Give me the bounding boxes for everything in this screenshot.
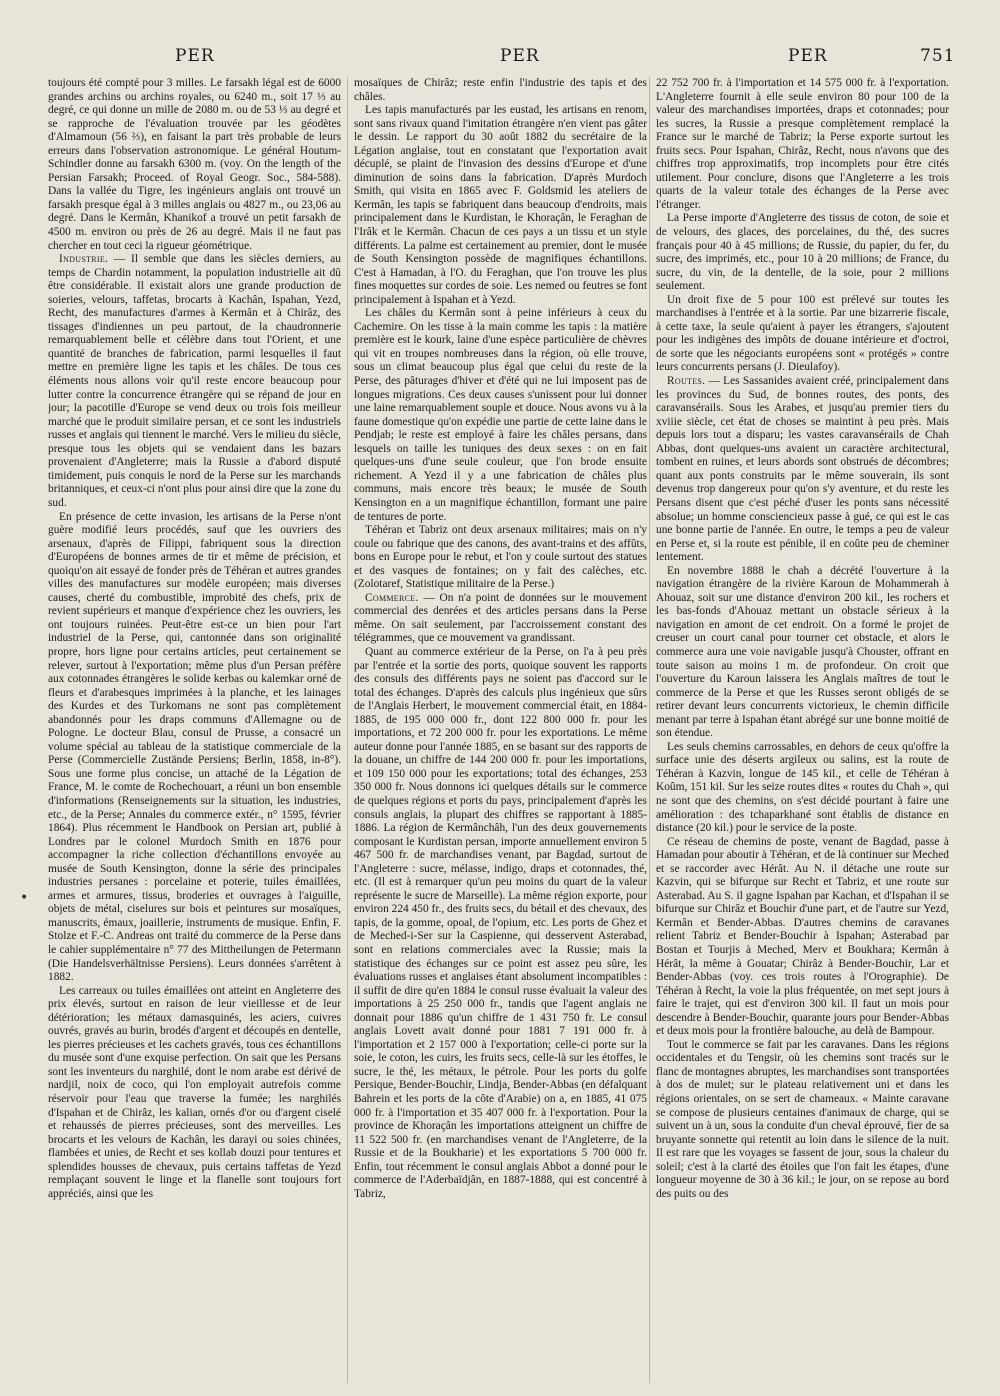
page-number: 751 [920,46,956,66]
paragraph-text: Quant au commerce extérieur de la Perse, on l'a à peu près par l'entrée et la sortie des ports, quoique souvent les rapports des consuls des différents pays ne soient pas d'accord sur le total des échanges. D'après des calculs plus ingénieux que sûrs de l'Anglais Herbert, le mouvement commercial était, en 1884-1885, de 195 000 000 fr., dont 122 800 000 fr. pour les importations, et 72 200 000 fr. pour les exportations. Le même auteur donne pour l'année 1885, en se basant sur des rapports de la douane, un chiffre de 144 200 000 fr. pour les importations, et 109 150 000 pour les exportations; total des échanges, 253 350 000 fr. Nous donnons ici quelques détails sur le commerce de quelques régions et ports du pays, principalement d'après les consuls anglais, la plupart des chiffres se rapportant à 1885-1886. La région de Kermânchâh, l'un des deux gouvernements composant le Kurdistan persan, importe annuellement environ 5 467 500 fr. de marchandises venant, par Bagdad, surtout de l'Angleterre : sucre, mélasse, indigo, draps et cotonnades, thé, etc. (Il est à remarquer qu'un peu moins du quart de la valeur représente le sucre de Marseille). La même région exporte, pour environ 224 450 fr., des fruits secs, du bétail et des chevaux, des tapis, de la gomme, opoal, de l'opium, etc. Les ports de Ghez et de Meched-i-Ser sur la Caspienne, qui desservent Asterabad, sont en relations commerciales avec la Russie; mais la statistique des échanges sur ce point est assez peu sûre, les évaluations russes et anglaises étant absolument incompatibles : il suffit de dire qu'en 1884 le consul russe évaluait la valeur des importations à 25 250 000 fr., tandis que l'agent anglais ne donnait pour 1886 qu'un chiffre de 1 431 750 fr. Le consul anglais Lovett avait donné pour 1881 7 191 000 fr. à l'importation et 2 157 000 à l'exportation; celle-ci porte sur la soie, le coton, les cuirs, les fruits secs, celle-là sur les étoffes, le sucre, le thé, les métaux, le pétrole. Pour les ports du golfe Persique, Bender-Bouchir, Lindja, Bender-Abbas (en défalquant Bahrein et les ports de la côte d'Arabie) on a, en 1885, 41 075 000 fr. à l'importation et 35 407 000 fr. à l'exportation. Pour la province de Khoraçân les importations atteignent un chiffre de 11 522 500 fr. (en marchandises venant de l'Angleterre, de la Russie et de la Boukharie) et les exportations 5 700 000 fr. Enfin, tout récemment le consul anglais Abbot a donné pour le commerce de l'Aderbaïdjân, en 1887-1888, qui est concentré à Tabriz, [354,645,647,1200]
paragraph [48,511,341,985]
paragraph [354,307,647,524]
paragraph [656,836,949,1039]
header-left: PER [175,46,215,66]
paragraph [656,294,949,375]
text-column-right [656,77,949,1383]
paragraph-text: toujours été compté pour 3 milles. Le farsakh légal est de 6000 grandes archins ou archins royales, ou 6240 m., soit 17 ⅓ au degré, ce qui donne un mille de 2080 m. ou de 53 ⅓ au degré et se rapproche de l'évaluation trouvée par les géodètes d'Almamoun (56 ⅔), en faisant la part très probable de leurs erreurs dans l'observation astronomique. Le général Houtum-Schindler donne au farsakh 6300 m. (voy. On the length of the Persian Farsakh; Proceed. of Royal Geogr. Soc., 584-588). Dans la vallée du Tigre, les ingénieurs anglais ont trouvé un farsakh presque égal à 3 milles anglais ou 4827 m., ou 23,06 au degré. Dans le Kermân, Khanikof a trouvé un petit farsakh de 4500 m. environ ou près de 26 au degré. Mais il ne faut pas chercher en tout ceci la rigueur géométrique. [48,77,341,252]
paragraph [354,592,647,646]
paragraph-text: — On n'a point de données sur le mouvement commercial des denrées et des articles persans dans la Perse même. On sait seulement, par l'accroissement constant des télégrammes, que ce mouvement va grandissant. [354,591,647,645]
paragraph [48,77,341,253]
section-heading: Routes. [667,375,706,388]
paragraph-text: — Il semble que dans les siècles derniers, au temps de Chardin notamment, la population industrielle ait dû être considérable. Il existait alors une grande production de soieries, velours, taffetas, brocarts à Kachân, Ispahan, Yezd, Recht, des manufactures d'armes à Kermân et à Chirâz, des tissages d'indiennes un peu partout, de la chaudronnerie remarquablement belle et célèbre dans tout l'Orient, et une quantité de branches de fabrication, parmi lesquelles il faut mettre en première ligne les tapis et les châles. De tous ces éléments nous allons voir qu'il reste encore beaucoup pour lutter contre la concurrence étrangère qui se répand de jour en jour; la pacotille d'Europe se vend deux ou trois fois meilleur marché que le produit similaire persan, et ce sont les industriels russes et anglais qui tiennent le marché. Vers le milieu du siècle, presque tous les objets qui se vendaient dans les bazars provenaient d'Angleterre; mais la Russie a d'abord disputé timidement, puis conquis le nord de la Perse sur les marchands britanniques, et ceux-ci n'ont plus pour ainsi dire que la zone du sud. [48,253,341,509]
text-column-middle [354,77,647,1383]
paragraph-text: Les châles du Kermân sont à peine inférieurs à ceux du Cachemire. On les tisse à la main comme les tapis : la matière première est le kourk, laine d'une espèce particulière de chèvres qui vit en troupes nombreuses dans la région, où elle trouve, sous un climat beaucoup plus égal que celui du reste de la Perse, des pâturages d'hiver et d'été qui ne lui imposent pas de longues migrations. Ces deux causes s'unissent pour lui donner une laine remarquablement souple et douce. Nous avons vu à la faune domestique qu'on expédie une partie de cette laine dans le Pendjab; le reste est employé à faire les châles persans, dans lesquels on taille les tuniques des deux sexes : on en fait quelques-uns d'une seule couleur, que l'on brode ensuite richement. A Yezd il y a une fabrication de châles plus communs, mais encore très beaux; le musée de South Kensington en a un magnifique échantillon, formant une paire de tentures de porte. [354,307,647,523]
running-header [40,46,970,72]
paragraph [48,985,341,1202]
paragraph [354,77,647,104]
section-heading: Commerce. [365,591,419,604]
paragraph [656,375,949,565]
paragraph-text: En présence de cette invasion, les artisans de la Perse n'ont guère modifié leurs procédés, sauf que les ouvriers des arsenaux, d'après de Filippi, fabriquent sous la direction d'Européens de bonnes armes de tir et même de précision, et quoiqu'on ait essayé de fonder près de Téhéran et autres grandes villes des manufactures sur modèle européen; mais diverses causes, cherté du combustible, improbité des chefs, prix de revient supérieurs et manque d'expérience chez les ouvriers, les ont toujours ruinées. Peut-être est-ce un bien pour l'art industriel de la Perse, qui, cantonnée dans son originalité propre, hors ligne pour certains articles, peut certainement se relever, surtout à l'exportation; même plus d'un Persan préfère aux cotonnades étrangères le solide kerbas ou kalemkar orné de fleurs et d'arabesques imprimées à la planche, et les lainages des Kurdes et des Turkomans ne sont pas complètement abandonnés pour les draps communs d'Allemagne ou de Pologne. Le docteur Blau, consul de Prusse, a consacré un volume spécial au tableau de la statistique commerciale de la Perse (Commercielle Zustände Persiens; Berlin, 1858, in-8°). Sous une forme plus concise, un attaché de la Légation de France, M. le comte de Rochechouart, a réuni un bon ensemble d'informations (Renseignements sur la situation, les industries, etc., de la Perse; Annales du commerce extér., n° 1595, février 1864). Plus récemment le Handbook on Persian art, publié à Londres par le colonel Murdoch Smith en 1876 pour accompagner la riche collection d'échantillons envoyée au musée de South Kensington, donne la série des principales industries persanes : porcelaine et poterie, tuiles émaillées, armes et armures, tissus, broderies et ouvrages à l'aiguille, objets de métal, ciselures sur bois et peintures sur mosaïques, manuscrits, émaux, joaillerie, instruments de musique. Enfin, F. Stolze et F.-C. Andreas ont traité du commerce de la Perse dans le cahier supplémentaire n° 77 des Mittheilungen de Petermann (Die Handelsverhältnisse Persiens). Leurs données s'arrêtent à 1882. [48,510,341,984]
paragraph [354,646,647,1201]
paragraph-text: Ce réseau de chemins de poste, venant de Bagdad, passe à Hamadan pour aboutir à Téhéran, et de là continuer sur Meched et se raccorder avec Hérât. Au N. il détache une route sur Kazvin, qui se bifurque sur Recht et Tabriz, et une route sur Asterabad. Au S. il gagne Ispahan par Kachan, et d'Ispahan il se bifurque sur Chirâz et Bouchir d'une part, et de l'autre sur Yezd, Kermân et Bender-Abbas. D'autres chemins de caravanes relient Tabriz et Bender-Bouchir à Ispahan; Asterabad par Bostan et Tourjis à Meched, Merv et Boukhara; Kermân à Hérât, la même à Gouatar; Chirâz à Bender-Bouchir, Lar et Bender-Abbas (voy. ces trois routes à l'Orographie). De Téhéran à Recht, la voie la plus fréquentée, on met sept jours à faire le trajet, qui est d'environ 300 kil. Il faut un mois pour descendre à Bender-Bouchir, quarante jours pour Bender-Abbas et deux mois pour la frontière balouche, au delà de Bampour. [656,835,949,1038]
header-center: PER [500,46,540,66]
paragraph [656,741,949,836]
paragraph-text: Un droit fixe de 5 pour 100 est prélevé sur toutes les marchandises à l'entrée et à la sortie. Par une bizarrerie fiscale, à cette taxe, la seule qu'aient à payer les étrangers, s'ajoutent pour les indigènes des impôts de douane intérieure et d'octroi, de sorte que les négociants européens sont « protégés » contre leurs concurrents persans (J. Dieulafoy). [656,293,949,374]
paragraph-text: En novembre 1888 le chah a décrété l'ouverture à la navigation étrangère de la rivière Karoun de Mohammerah à Ahouaz, soit sur une distance d'environ 200 kil., les rochers et les bas-fonds d'Ahouaz mettant un obstacle sérieux à la navigation en amont de cet endroit. On a formé le projet de creuser un court canal pour tourner cet obstacle, et alors le commerce aura une voie navigable jusqu'à Chouster, offrant en toute saison au moins 1 m. de profondeur. On croit que l'ouverture du Karoun laissera les Anglais maîtres de tout le commerce de la Perse et que les Russes seront obligés de se retirer devant leurs concurrents victorieux, le chemin difficile menant par terre à Ispahan étant abrégé sur une bonne moitié de son étendue. [656,564,949,740]
paragraph-text: mosaïques de Chirâz; reste enfin l'industrie des tapis et des châles. [354,77,647,103]
paragraph [354,104,647,307]
paragraph [354,524,647,592]
header-right: PER [788,46,828,66]
paragraph-text: — Les Sassanides avaient créé, principalement dans les provinces du Sud, de bonnes routes, des ponts, des caravansérails. Sous les Arabes, et jusqu'au premier tiers du xviiie siècle, cet état de choses se maintint à peu près. Mais depuis lors tout a disparu; les vastes caravansérails de Chah Abbas, dont quelques-uns avaient un caractère architectural, tombent en ruines, et leurs abords sont obstrués de décombres; quant aux ponts construits par le même souverain, ils sont devenus trop dangereux pour qu'on s'y aventure, et du reste les Persans disent que c'est péché d'user les ponts sans nécessité absolue; un homme consciencieux passe à gué, ce qui est le cas une bonne partie de l'année. En outre, le temps a peu de valeur en Perse et, si la route est pénible, il en coûte peu de cheminer lentement. [656,375,949,564]
paragraph-text: Tout le commerce se fait par les caravanes. Dans les régions occidentales et du Tengsir, où les chemins sont tracés sur le flanc de montagnes abruptes, les marchandises sont transportées à dos de mulet; sur le plateau relativement uni et dans les régions orientales, on se sert de chameaux. « Mainte caravane se compose de plusieurs centaines d'animaux de charge, qui se suivent un à un, sous la conduite d'un cheval éprouvé, fier de sa bruyante sonnette qui retentit au loin dans le silence de la nuit. Il est rare que les voyages se fassent de jour, sous la chaleur du soleil; c'est à la clarté des étoiles que l'on fait les étapes, d'une longueur moyenne de 30 à 36 kil.; le jour, on se repose au bord des puits ou des [656,1038,949,1200]
paragraph-text: Les seuls chemins carrossables, en dehors de ceux qu'offre la surface unie des déserts argileux ou salins, est la route de Téhéran à Kazvin, longue de 145 kil., et celle de Téhéran à Koûm, 151 kil. Sur les seize routes dites « routes du Chah », qui ne sont que des chemins, on s'est décidé pourtant à faire une amélioration : des tchaparkhané sont établis de distance en distance (20 kil.) pour le service de la poste. [656,740,949,835]
paragraph [48,253,341,510]
margin-mark: • [20,890,29,906]
paragraph-text: 22 752 700 fr. à l'importation et 14 575 000 fr. à l'exportation. L'Angleterre fournit à elle seule environ 80 pour 100 de la valeur des marchandises importées, draps et cotonnades; pour les sucres, la Russie a presque complètement remplacé la France sur le marché de Tabriz; la Perse exporte surtout les fruits secs. Pour Ispahan, Chirâz, Recht, nous n'avons que des chiffres trop approximatifs, trop incomplets pour être cités utilement. Pour conclure, disons que l'Angleterre a les trois quarts de la valeur totale des échanges de la Perse avec l'étranger. [656,77,949,211]
paragraph [656,77,949,212]
column-divider [649,77,650,1383]
paragraph-text: Les carreaux ou tuiles émaillées ont atteint en Angleterre des prix élevés, surtout en raison de leur vieillesse et de leur détérioration; les métaux damasquinés, les aciers, cuivres ouvrés, gravés au burin, brodés d'argent et découpés en dentelle, les pierres précieuses et les cachets gravés, tous ces échantillons du musée sont d'une exquise perfection. On sait que les Persans sont les inventeurs du narghilé, dont le nom arabe est dérivé de nardjil, noix de coco, qui l'on employait autrefois comme réservoir pour l'eau que traverse la fumée; les narghilés d'Ispahan et de Chirâz, les kalian, ornés d'or ou d'argent ciselé et rehaussés de pierres précieuses, sont des merveilles. Les brocarts et les velours de Kachân, les darayi ou soies chinées, flambées et unies, de Recht et ses kollab douzi pour tentures et splendides housses de chevaux, puis certains taffetas de Yezd remplaçant souvent le linge et la flanelle sont toujours fort appréciés, ainsi que les [48,984,341,1200]
paragraph-text: Les tapis manufacturés par les eustad, les artisans en renom, sont sans rivaux quand l'imitation étrangère n'en vient pas gâter le dessin. Le rapport du 30 août 1882 du secrétaire de la Légation anglaise, tout en constatant que l'exportation avait décuplé, se plaint de l'invasion des dessins d'Europe et d'une diminution de soins dans la fabrication. D'après Murdoch Smith, qui visita en 1865 avec F. Goldsmid les ateliers de Kermân, les tapis se fabriquent dans beaucoup d'endroits, mais principalement dans le Kurdistan, le Khoraçân, le Feraghan de l'Irâk et le Kermân. Chacun de ces pays a un tissu et un style différents. La palme est certainement au premier, dont le musée de South Kensington possède de magnifiques échantillons. C'est à Hamadan, à l'O. du Feraghan, que l'on trouve les plus fines moquettes sur cordes de soie. Les nemed ou feutres se font principalement à Ispahan et à Yezd. [354,104,647,306]
section-heading: Industrie. [59,253,109,266]
paragraph [656,565,949,741]
paragraph [656,1039,949,1202]
paragraph-text: La Perse importe d'Angleterre des tissus de coton, de soie et de velours, des glaces, des porcelaines, du thé, des sucres français pour 40 à 45 millions; de Russie, du papier, du fer, du sucre, des imprimés, etc., pour 10 à 20 millions; de France, du sucre, du vin, de la dentelle, de la soie, pour 2 millions seulement. [656,212,949,293]
paragraph [656,212,949,293]
text-column-left [48,77,341,1383]
column-divider [347,77,348,1383]
paragraph-text: Téhéran et Tabriz ont deux arsenaux militaires; mais on n'y coule ou fabrique que des canons, des avant-trains et des affûts, bons en Europe pour le rebut, et l'on y coule surtout des statues et des vasques de fontaines; on y fait des calèches, etc. (Zolotaref, Statistique militaire de la Perse.) [354,524,647,591]
